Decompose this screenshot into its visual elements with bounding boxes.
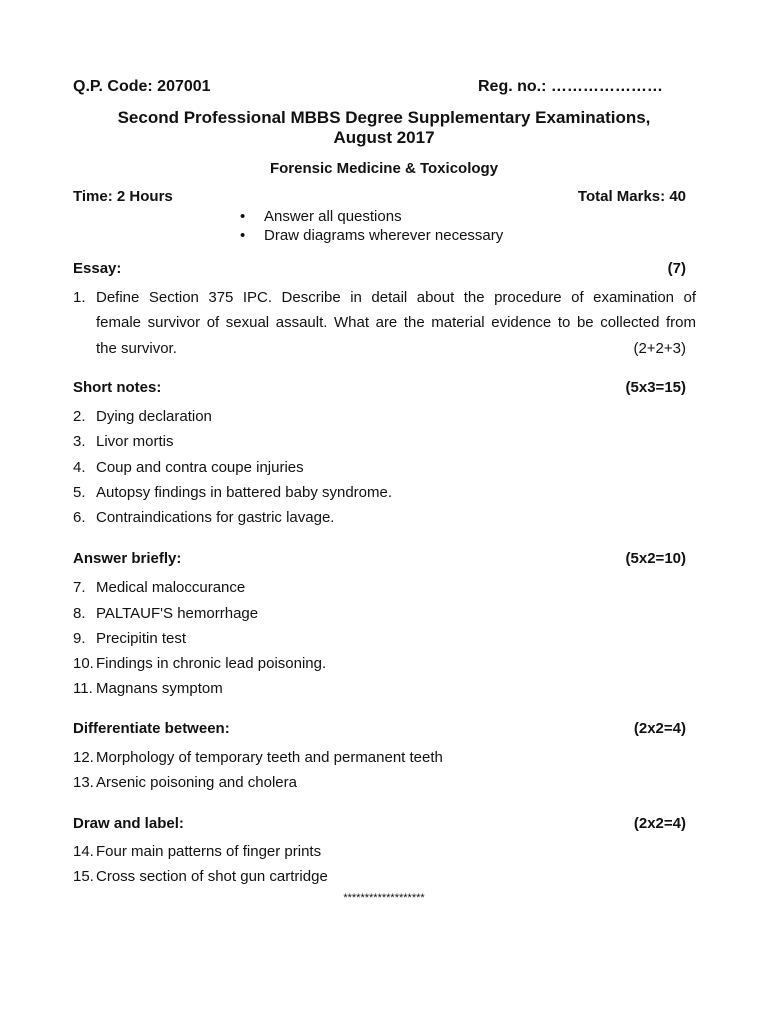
answer-briefly-marks: (5x2=10) bbox=[625, 550, 686, 567]
question-text: Autopsy findings in battered baby syndrome. bbox=[96, 484, 393, 501]
answer-briefly-heading: Answer briefly: bbox=[73, 550, 182, 567]
instruction-text: Draw diagrams wherever necessary bbox=[264, 227, 504, 244]
essay-question-line1: Define Section 375 IPC. Describe in detail about the procedure of examination of bbox=[96, 289, 696, 306]
question-text: PALTAUF'S hemorrhage bbox=[96, 605, 259, 622]
essay-marks: (7) bbox=[667, 260, 686, 277]
exam-title-line2: August 2017 bbox=[333, 128, 435, 147]
question-number: 13. bbox=[73, 774, 94, 791]
question-number: 6. bbox=[73, 509, 86, 526]
question-number: 9. bbox=[73, 630, 86, 647]
question-number: 14. bbox=[73, 843, 94, 860]
bullet-icon: • bbox=[240, 208, 246, 225]
question-text: Cross section of shot gun cartridge bbox=[96, 868, 328, 885]
question-text: Magnans symptom bbox=[96, 680, 223, 697]
question-text: Four main patterns of finger prints bbox=[96, 843, 322, 860]
draw-label-heading: Draw and label: bbox=[73, 815, 184, 832]
question-text: Contraindications for gastric lavage. bbox=[96, 509, 335, 526]
essay-question-line3: the survivor. bbox=[96, 340, 177, 357]
qp-code: Q.P. Code: 207001 bbox=[73, 78, 211, 95]
question-number: 11. bbox=[73, 680, 93, 697]
question-text: Livor mortis bbox=[96, 433, 174, 450]
instruction-bullet-2 bbox=[240, 227, 503, 244]
question-number: 12. bbox=[73, 749, 94, 766]
question-number: 4. bbox=[73, 459, 86, 476]
differentiate-marks: (2x2=4) bbox=[633, 720, 686, 737]
time-label: Time: 2 Hours bbox=[73, 188, 173, 205]
question-number: 7. bbox=[73, 579, 86, 596]
reg-no: Reg. no.: ………………… bbox=[478, 78, 663, 95]
essay-question-marks: (2+2+3) bbox=[633, 340, 686, 357]
instruction-text: Answer all questions bbox=[264, 208, 402, 225]
total-marks: Total Marks: 40 bbox=[577, 188, 686, 205]
question-number: 8. bbox=[73, 605, 86, 622]
question-number: 5. bbox=[73, 484, 86, 501]
question-text: Morphology of temporary teeth and permanent teeth bbox=[96, 749, 443, 766]
question-text: Medical maloccurance bbox=[96, 579, 246, 596]
question-text: Dying declaration bbox=[96, 408, 212, 425]
question-number: 1. bbox=[73, 289, 86, 306]
question-text: Coup and contra coupe injuries bbox=[96, 459, 304, 476]
question-number: 2. bbox=[73, 408, 86, 425]
differentiate-heading: Differentiate between: bbox=[73, 720, 230, 737]
short-notes-marks: (5x3=15) bbox=[625, 379, 686, 396]
short-notes-heading: Short notes: bbox=[73, 379, 162, 396]
question-number: 3. bbox=[73, 433, 86, 450]
subject-title: Forensic Medicine & Toxicology bbox=[269, 160, 499, 177]
end-of-paper-marker: ******************* bbox=[343, 892, 425, 904]
question-text: Precipitin test bbox=[96, 630, 187, 647]
question-text: Findings in chronic lead poisoning. bbox=[96, 655, 327, 672]
instruction-bullet-1 bbox=[240, 208, 402, 225]
question-number: 15. bbox=[73, 868, 94, 885]
exam-title-line1: Second Professional MBBS Degree Supplementary Examinations, bbox=[117, 108, 651, 127]
essay-heading: Essay: bbox=[73, 260, 122, 277]
essay-question-line2: female survivor of sexual assault. What are the material evidence to be collected from bbox=[96, 314, 696, 331]
question-text: Arsenic poisoning and cholera bbox=[96, 774, 297, 791]
bullet-icon: • bbox=[240, 227, 246, 244]
draw-label-marks: (2x2=4) bbox=[633, 815, 686, 832]
question-number: 10. bbox=[73, 655, 94, 672]
